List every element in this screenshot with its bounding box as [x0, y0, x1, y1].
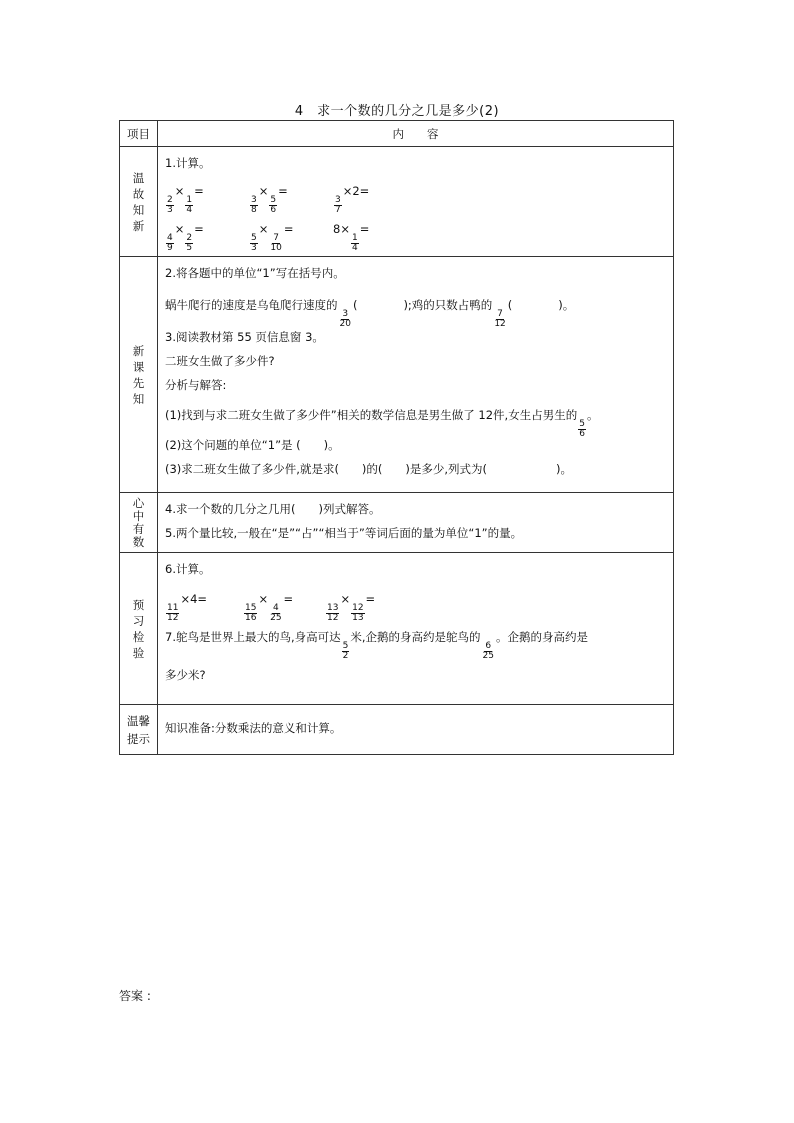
q5-text: 5.两个量比较,一般在“是”“占”“相当于”等词后面的量为单位“1”的量。: [165, 526, 523, 540]
q2-heading: 2.将各题中的单位“1”写在括号内。: [165, 266, 345, 280]
practice-expr-3: $\frac{13}{12}$ × $\frac{12}{13}$ =: [327, 592, 376, 623]
expr-5: $\frac{5}{3}$ × $\frac{7}{10}$ =: [251, 222, 294, 253]
q7-text-line2: 多少米?: [165, 668, 206, 682]
section-tip-row: [120, 705, 674, 755]
q3-heading: 3.阅读教材第 55 页信息窗 3。: [165, 330, 324, 344]
q2-text: 蜗牛爬行的速度是乌龟爬行速度的 $\frac{3}{20}$ ( );鸡的只数占鸭的 $\frac{7}{12}$ ( )。: [165, 298, 575, 329]
section-review-row: [120, 147, 674, 257]
q6-heading: 6.计算。: [165, 562, 211, 576]
answer-label: 答案 :: [119, 989, 151, 1003]
expr-row-2: [165, 219, 673, 253]
header-item: 项目: [120, 121, 158, 147]
q3-analysis: 分析与解答:: [165, 378, 227, 392]
section-summary-row: [120, 493, 674, 553]
section-practice-row: [120, 553, 674, 705]
practice-expr-2: $\frac{15}{16}$ × $\frac{4}{25}$ =: [245, 592, 294, 623]
section-content-summary: [158, 493, 674, 553]
section-label-tip: 温馨提示: [120, 705, 158, 755]
section-label-new-lesson: 新课先知: [120, 257, 158, 493]
section-label-practice: 预习检验: [120, 553, 158, 705]
section-content-new-lesson: [158, 257, 674, 493]
section-label-summary: 心中有数: [120, 493, 158, 553]
q3-part2: (2)这个问题的单位“1”是 ( )。: [165, 438, 340, 452]
page-title: 4 求一个数的几分之几是多少(2): [294, 104, 500, 119]
practice-expr-1: $\frac{11}{12}$ ×4=: [167, 592, 208, 623]
table-header-row: [120, 121, 674, 147]
q3-question: 二班女生做了多少件?: [165, 354, 275, 368]
section-label-review: 温故知新: [120, 147, 158, 257]
section-new-lesson-row: [120, 257, 674, 493]
expr-3: $\frac{3}{7}$ ×2=: [335, 184, 370, 215]
expr-2: $\frac{3}{8}$ × $\frac{5}{6}$ =: [251, 184, 288, 215]
header-content: 内 容: [158, 121, 674, 147]
expr-6: 8× $\frac{1}{4}$ =: [333, 222, 370, 253]
expr-4: $\frac{4}{9}$ × $\frac{2}{5}$ =: [167, 222, 204, 253]
practice-expr-row: [165, 589, 673, 623]
worksheet-table: [119, 120, 674, 755]
q3-part1: (1)找到与求二班女生做了多少件”相关的数学信息是男生做了 12件,女生占男生的 $\frac{5}{6}$ 。: [165, 408, 599, 439]
tip-text: 知识准备:分数乘法的意义和计算。: [165, 720, 342, 735]
q4-text: 4.求一个数的几分之几用( )列式解答。: [165, 502, 381, 516]
q1-heading: 1.计算。: [165, 156, 211, 170]
expr-1: $\frac{2}{3}$ × $\frac{1}{4}$ =: [167, 184, 204, 215]
section-content-tip: [158, 705, 674, 755]
section-content-review: [158, 147, 674, 257]
section-content-practice: [158, 553, 674, 705]
q3-part3: (3)求二班女生做了多少件,就是求( )的( )是多少,列式为( )。: [165, 462, 573, 476]
q7-text: 7.鸵鸟是世界上最大的鸟,身高可达 $\frac{5}{2}$ 米,企鹅的身高约是鸵鸟的 $\frac{6}{25}$ 。企鹅的身高约是: [165, 630, 588, 661]
expr-row-1: [165, 181, 673, 215]
